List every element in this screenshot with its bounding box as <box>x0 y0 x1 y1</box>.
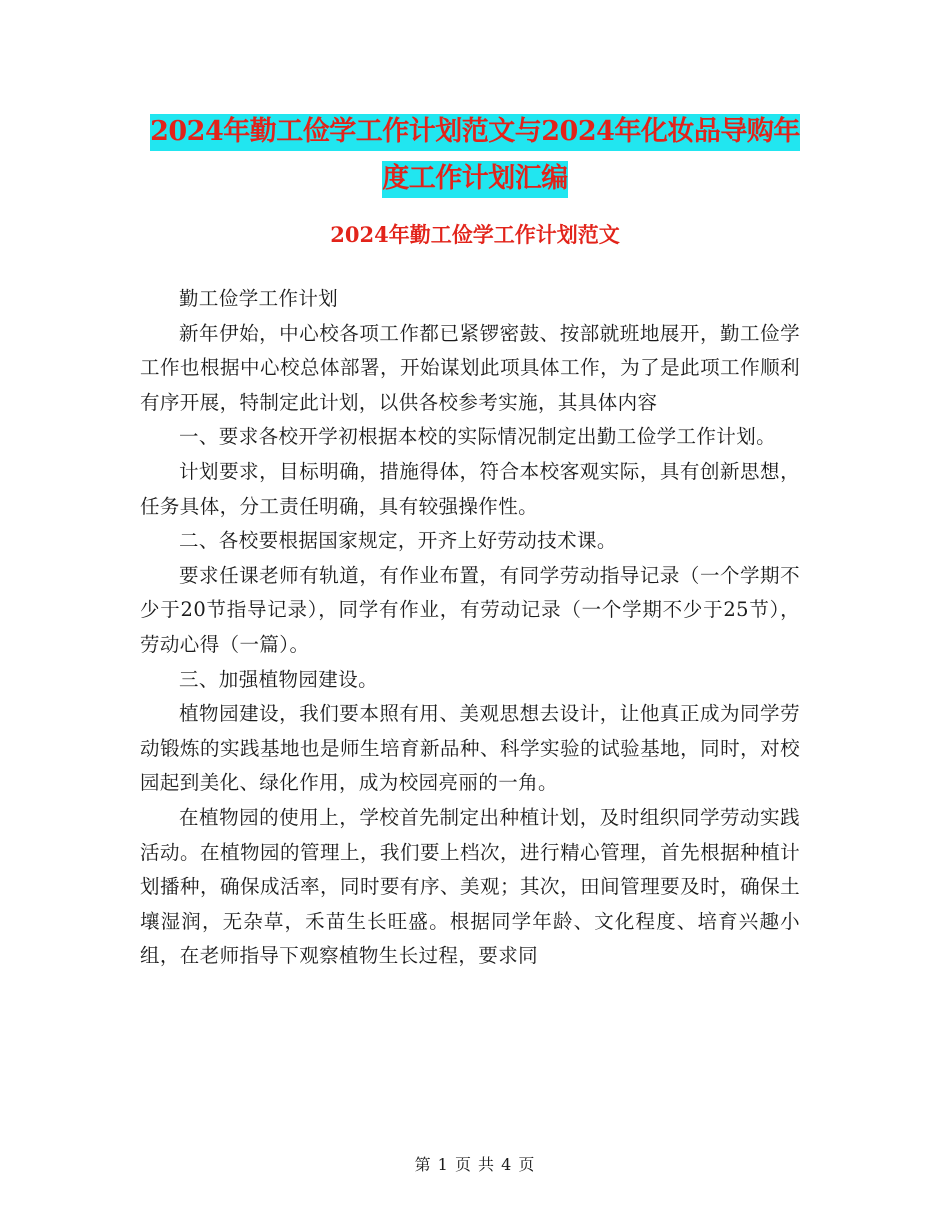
paragraph: 三、加强植物园建设。 <box>179 667 379 691</box>
page-number-footer: 第 1 页 共 4 页 <box>414 1155 536 1174</box>
paragraph: 植物园建设，我们要本照有用、美观思想去设计，让他真正成为同学劳动锻炼的实践基地也是师生培育新品种、科学实验的试验基地，同时，对校园起到美化、绿化作用，成为校园亮丽的一角。 <box>140 702 800 795</box>
paragraph: 计划要求，目标明确，措施得体，符合本校客观实际，具有创新思想，任务具体，分工责任明确，具有较强操作性。 <box>140 459 800 518</box>
paragraph: 在植物园的使用上，学校首先制定出种植计划，及时组织同学劳动实践活动。在植物园的管理上，我们要上档次，进行精心管理，首先根据种植计划播种，确保成活率，同时要有序、美观；其次，田间管理要及时，确保土壤湿润，无杂草，禾苗生长旺盛。根据同学年龄、文化程度、培育兴趣小组，在老师指导下观察植物生长过程，要求同 <box>140 805 800 968</box>
paragraph: 要求任课老师有轨道，有作业布置，有同学劳动指导记录（一个学期不少于20节指导记录），同学有作业，有劳动记录（一个学期不少于25节），劳动心得（一篇）。 <box>140 563 800 656</box>
paragraph: 二、各校要根据国家规定，开齐上好劳动技术课。 <box>179 529 617 553</box>
paragraph: 勤工俭学工作计划 <box>179 287 339 310</box>
document-title <box>140 108 810 202</box>
paragraph: 新年伊始，中心校各项工作都已紧锣密鼓、按部就班地展开，勤工俭学工作也根据中心校总体部署，开始谋划此项具体工作，为了是此项工作顺利有序开展，特制定此计划，以供各校参考实施，其具体内容 <box>140 321 800 414</box>
paragraph: 一、要求各校开学初根据本校的实际情况制定出勤工俭学工作计划。 <box>179 425 777 449</box>
document-title-text: 2024年勤工俭学工作计划范文与2024年化妆品导购年度工作计划汇编 <box>150 114 800 198</box>
document-body <box>140 282 800 974</box>
section-title: 2024年勤工俭学工作计划范文 <box>330 222 620 247</box>
